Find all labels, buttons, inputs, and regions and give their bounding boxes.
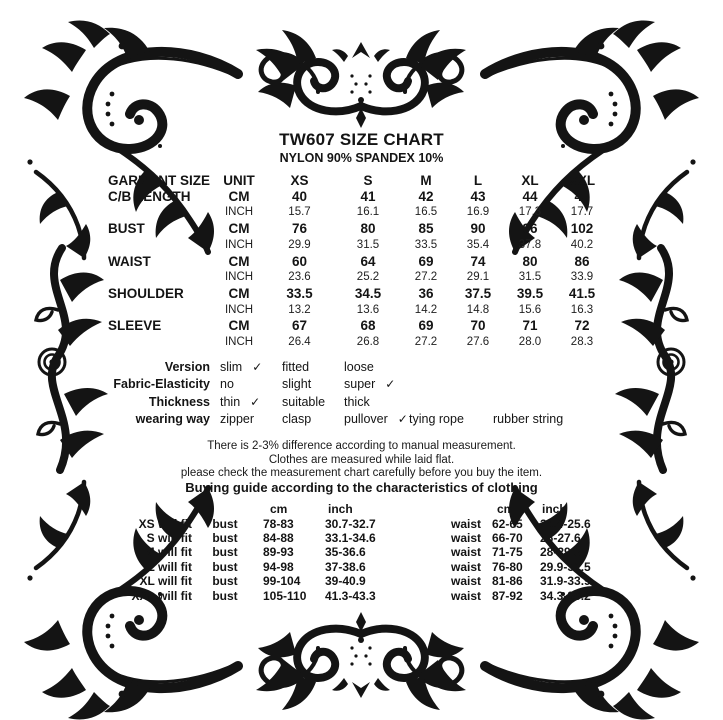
attribute-option-text: suitable	[282, 394, 326, 409]
attribute-row	[113, 412, 563, 429]
size-value-cell: 33.9	[570, 271, 594, 284]
note-line: please check the measurement chart carefully before you buy the item.	[180, 467, 543, 480]
guide-col-header: cm	[270, 502, 288, 517]
attribute-option	[220, 412, 282, 426]
check-mark-icon: ✓	[250, 394, 261, 409]
guide-bust-label: bust	[212, 545, 238, 560]
attribute-option-text: thick	[344, 394, 370, 409]
guide-waist-inch: 31.9-33.9	[540, 574, 591, 589]
guide-size-label: XS will fit	[138, 516, 192, 531]
size-value-cell: 67	[291, 318, 308, 334]
guide-size-label: L will fit	[147, 559, 192, 574]
size-table-header: XS	[290, 172, 309, 188]
size-table-header: XL	[521, 172, 539, 188]
size-value-cell: 37.5	[464, 285, 492, 301]
size-value-cell: 36	[418, 285, 434, 301]
attribute-option	[282, 360, 344, 374]
guide-bust-label: bust	[212, 559, 238, 574]
size-row-label: C/B LENGTH	[108, 188, 191, 204]
size-value-cell: 45	[574, 188, 590, 204]
unit-cell: CM	[228, 221, 250, 237]
size-table-header: L	[473, 172, 483, 188]
unit-cell: INCH	[224, 206, 254, 219]
size-value-cell: 80	[360, 221, 376, 237]
measurement-notes	[0, 440, 723, 481]
size-value-cell: 80	[522, 253, 538, 269]
size-value-cell: 28.3	[570, 335, 594, 348]
attribute-label: Version	[164, 360, 210, 374]
guide-bust-inch: 35-36.6	[325, 545, 366, 560]
size-value-cell: 26.8	[356, 335, 380, 348]
size-value-cell: 33.5	[286, 285, 313, 301]
attribute-option-text: pullover	[344, 412, 388, 427]
guide-bust-cm: 94-98	[263, 559, 294, 574]
attribute-option-text: no	[220, 377, 234, 392]
unit-cell: INCH	[224, 271, 254, 284]
guide-bust-inch: 30.7-32.7	[325, 516, 376, 531]
guide-bust-label: bust	[212, 588, 238, 603]
size-table	[108, 172, 608, 350]
size-value-cell: 71	[522, 318, 538, 334]
guide-bust-inch: 37-38.6	[325, 559, 366, 574]
size-value-cell: 16.5	[414, 206, 438, 219]
attribute-row	[113, 395, 563, 412]
size-value-cell: 72	[574, 318, 590, 334]
attribute-option	[344, 360, 409, 374]
attribute-option-text: zipper	[220, 412, 255, 427]
size-value-cell: 102	[570, 221, 594, 237]
guide-waist-label: waist	[451, 530, 482, 545]
size-value-cell: 34.5	[354, 285, 382, 301]
size-value-cell: 68	[360, 318, 376, 334]
guide-bust-inch: 39-40.9	[325, 574, 366, 589]
attribute-option	[220, 395, 282, 409]
guide-bust-label: bust	[212, 530, 238, 545]
size-value-cell: 26.4	[288, 335, 311, 348]
size-value-cell: 15.7	[288, 206, 311, 219]
size-value-cell: 31.5	[356, 238, 380, 251]
guide-col-header: cm	[497, 502, 515, 517]
guide-size-label: XL will fit	[139, 574, 192, 589]
guide-waist-cm: 87-92	[492, 588, 523, 603]
size-value-cell: 70	[470, 318, 486, 334]
guide-size-label: S will fit	[146, 530, 192, 545]
attribute-option-text: slim	[220, 360, 243, 374]
check-mark-icon: ✓	[252, 360, 263, 374]
size-value-cell: 33.5	[414, 238, 438, 251]
note-line: Clothes are measured while laid flat.	[268, 453, 455, 466]
attribute-option	[344, 412, 409, 426]
attribute-option	[409, 412, 493, 426]
size-table-header: S	[363, 172, 373, 188]
guide-waist-inch: 28-29.5	[540, 545, 581, 560]
attribute-option-text: rubber string	[493, 412, 564, 427]
size-row-label: BUST	[108, 221, 145, 237]
size-value-cell: 13.6	[356, 303, 380, 316]
page-title: TW607 SIZE CHART	[279, 130, 444, 149]
attribute-option	[344, 395, 409, 409]
size-value-cell: 35.4	[466, 238, 490, 251]
guide-waist-label: waist	[451, 588, 482, 603]
attribute-row	[113, 360, 563, 377]
check-mark-icon: ✓	[385, 377, 396, 392]
guide-waist-cm: 71-75	[492, 545, 523, 560]
size-row-label: SHOULDER	[108, 285, 184, 301]
size-value-cell: 85	[418, 221, 434, 237]
guide-waist-label: waist	[451, 545, 482, 560]
size-value-cell: 64	[360, 253, 376, 269]
size-value-cell: 14.2	[414, 303, 438, 316]
guide-waist-inch: 26-27.6	[540, 530, 581, 545]
guide-size-label: M will fit	[144, 545, 192, 560]
size-value-cell: 42	[418, 188, 434, 204]
guide-waist-cm: 76-80	[492, 559, 523, 574]
attribute-option	[493, 412, 563, 426]
attribute-option-text: loose	[344, 360, 374, 374]
size-value-cell: 13.2	[288, 303, 311, 316]
size-value-cell: 27.6	[466, 335, 490, 348]
attribute-option-text: slight	[282, 377, 312, 392]
size-value-cell: 69	[418, 318, 434, 334]
buying-guide-heading: Buying guide according to the characteristics of clothing	[185, 480, 538, 495]
guide-waist-label: waist	[451, 574, 482, 589]
unit-cell: CM	[228, 318, 250, 334]
size-value-cell: 69	[418, 253, 434, 269]
check-mark-icon: ✓	[397, 412, 408, 427]
attribute-option-text: fitted	[282, 360, 310, 374]
guide-col-header: inch	[542, 502, 567, 517]
size-value-cell: 39.5	[516, 285, 544, 301]
size-value-cell: 41.5	[568, 285, 596, 301]
attribute-option-text: thin	[220, 394, 241, 409]
attribute-option-text: clasp	[282, 412, 312, 427]
attribute-option	[282, 377, 344, 391]
size-value-cell: 25.2	[356, 271, 380, 284]
guide-bust-cm: 78-83	[263, 516, 294, 531]
guide-waist-inch: 34.3-36.2	[540, 588, 591, 603]
size-value-cell: 43	[470, 188, 486, 204]
attribute-row	[113, 377, 563, 394]
size-value-cell: 76	[291, 221, 308, 237]
guide-bust-cm: 105-110	[263, 588, 307, 603]
guide-waist-inch: 29.9-31.5	[540, 559, 591, 574]
note-line: There is 2-3% difference according to manual measurement.	[207, 440, 516, 452]
attribute-option-text: tying rope	[409, 412, 464, 427]
size-value-cell: 40	[291, 188, 308, 204]
attribute-option	[282, 395, 344, 409]
attribute-option	[220, 377, 282, 391]
guide-waist-label: waist	[451, 516, 482, 531]
size-value-cell: 27.2	[414, 335, 438, 348]
guide-waist-label: waist	[451, 559, 482, 574]
size-row-label: WAIST	[108, 253, 151, 269]
size-value-cell: 60	[291, 253, 308, 269]
size-row-label: SLEEVE	[108, 318, 162, 334]
guide-bust-label: bust	[212, 516, 238, 531]
size-value-cell: 17.7	[570, 206, 594, 219]
size-value-cell: 27.2	[414, 271, 438, 284]
size-value-cell: 17.3	[518, 206, 542, 219]
size-value-cell: 40.2	[570, 238, 594, 251]
guide-waist-inch: 24.4-25.6	[540, 516, 591, 531]
unit-cell: CM	[228, 188, 250, 204]
size-value-cell: 23.6	[288, 271, 311, 284]
size-table-header: XXL	[568, 172, 596, 188]
guide-bust-inch: 33.1-34.6	[325, 530, 376, 545]
unit-cell: INCH	[224, 303, 254, 316]
guide-bust-cm: 89-93	[263, 545, 294, 560]
size-value-cell: 86	[574, 253, 590, 269]
size-value-cell: 31.5	[518, 271, 542, 284]
size-value-cell: 29.1	[466, 271, 490, 284]
guide-bust-cm: 84-88	[263, 530, 294, 545]
size-value-cell: 74	[470, 253, 486, 269]
guide-size-label: XXL will fit	[131, 588, 192, 603]
size-table-header: UNIT	[223, 172, 255, 188]
attribute-option	[220, 360, 282, 374]
guide-waist-cm: 62-65	[492, 516, 523, 531]
size-value-cell: 37.8	[518, 238, 542, 251]
buying-guide-table	[120, 502, 638, 603]
unit-cell: CM	[228, 285, 250, 301]
attributes-section	[113, 360, 563, 430]
size-value-cell: 96	[522, 221, 538, 237]
attribute-option-text: super	[344, 377, 376, 392]
size-value-cell: 16.1	[356, 206, 380, 219]
size-value-cell: 41	[360, 188, 376, 204]
attribute-option	[344, 377, 409, 391]
size-value-cell: 14.8	[466, 303, 490, 316]
size-value-cell: 90	[470, 221, 486, 237]
size-value-cell: 44	[522, 188, 538, 204]
size-value-cell: 16.3	[570, 303, 594, 316]
unit-cell: CM	[228, 253, 250, 269]
size-value-cell: 15.6	[518, 303, 542, 316]
fabric-composition: NYLON 90% SPANDEX 10%	[279, 151, 444, 165]
guide-col-header: inch	[328, 502, 353, 517]
guide-bust-label: bust	[212, 574, 238, 589]
guide-bust-inch: 41.3-43.3	[325, 588, 376, 603]
size-table-header: M	[420, 172, 432, 188]
attribute-label: wearing way	[135, 412, 210, 427]
guide-bust-cm: 99-104	[263, 574, 301, 589]
size-table-header: GARMENT SIZE	[108, 172, 211, 188]
guide-waist-cm: 66-70	[492, 530, 523, 545]
size-value-cell: 28.0	[518, 335, 542, 348]
attribute-label: Fabric-Elasticity	[113, 377, 210, 392]
size-value-cell: 29.9	[288, 238, 311, 251]
attribute-option	[282, 412, 344, 426]
unit-cell: INCH	[224, 238, 254, 251]
attribute-label: Thickness	[148, 394, 210, 409]
guide-waist-cm: 81-86	[492, 574, 523, 589]
size-value-cell: 16.9	[466, 206, 490, 219]
unit-cell: INCH	[224, 335, 254, 348]
